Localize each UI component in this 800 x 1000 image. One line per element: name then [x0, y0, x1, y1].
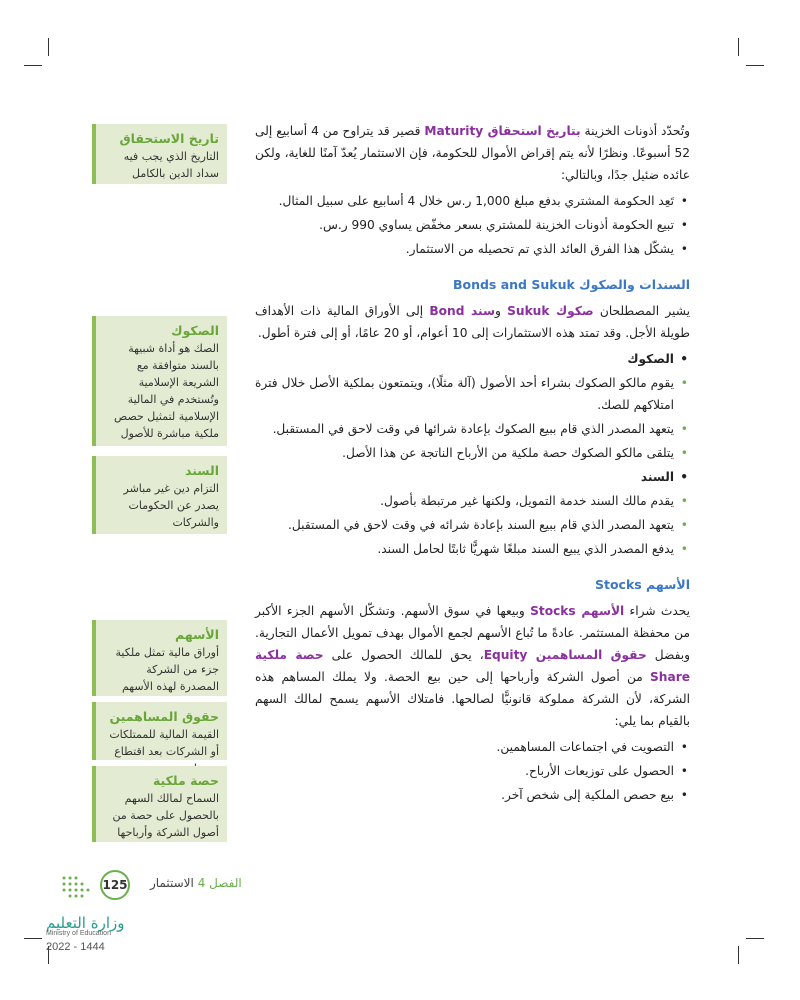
- glossary-definition: الصك هو أداة شبيهة بالسند متوافقة مع الشريعة الإسلامية وتُستخدم في المالية الإسلامية لتمثيل حصص ملكية مباشرة للأصول: [113, 342, 219, 440]
- glossary-term: حقوق المساهمين: [109, 709, 219, 724]
- glossary-definition: التزام دين غير مباشر يصدر عن الحكومات والشركات: [123, 482, 219, 529]
- glossary-definition: التاريخ الذي يجب فيه سداد الدين بالكامل: [123, 150, 219, 180]
- list-item: • يتلقى مالكو الصكوك حصة ملكية من الأرباح الناتجة عن هذا الأصل.: [255, 442, 674, 464]
- glossary-equity: [92, 702, 227, 760]
- glossary-term: تاريخ الاستحقاق: [119, 131, 219, 146]
- list-item: • يقدم مالك السند خدمة التمويل، ولكنها غير مرتبطة بأصول.: [255, 490, 674, 512]
- glossary-term: الأسهم: [175, 627, 219, 642]
- glossary-definition: أوراق مالية تمثل ملكية جزء من الشركة المصدرة لهذه الأسهم: [115, 646, 219, 693]
- crop-mark-top-left-h: [24, 65, 42, 66]
- chapter-label: [150, 876, 242, 890]
- chapter-number: الفصل 4: [197, 876, 242, 890]
- crop-mark-top-left-v: [48, 38, 49, 56]
- keyword-stocks: الأسهم Stocks: [530, 604, 625, 618]
- keyword-equity: حقوق المساهمين Equity: [483, 648, 647, 662]
- section-title-stocks: الأسهم Stocks: [594, 577, 690, 592]
- crop-mark-bottom-right-h: [746, 938, 764, 939]
- list-item: • تَعِد الحكومة المشتري بدفع مبلغ 1,000 ر.س خلال 4 أسابيع على سبيل المثال.: [255, 190, 674, 212]
- glossary-sukuk: [92, 316, 227, 446]
- list-item: • يتعهد المصدر الذي قام ببيع السند بإعادة شرائه في وقت لاحق في المستقبل.: [255, 514, 674, 536]
- list-item: • بيع حصص الملكية إلى شخص آخر.: [255, 784, 674, 806]
- glossary-term: السند: [184, 463, 219, 478]
- list-heading-sukuk: • الصكوك: [255, 348, 674, 370]
- main-content: [255, 120, 690, 810]
- ministry-name-ar: وزارة التعليم: [46, 914, 125, 932]
- intro-list: [255, 190, 690, 260]
- stocks-list: [255, 736, 690, 806]
- crop-mark-top-right-h: [746, 65, 764, 66]
- intro-paragraph: وتُحدّد أذونات الخزينة بتاريخ استحقاق Maturity قصير قد يتراوح من 4 أسابيع إلى 52 أسبوعًا. ونظرًا لأنه يتم إقراض الأموال للحكومة، فإن الاستثمار يُعدّ آمنًا للغاية، ولكن عائده ضئيل جدًا، وبالتالي:: [255, 124, 691, 182]
- glossary-term: حصة ملكية: [152, 773, 219, 788]
- ministry-name-en: Ministry of Education: [46, 930, 111, 937]
- stocks-paragraph: يحدث شراء الأسهم Stocks وبيعها في سوق الأسهم. وتشكّل الأسهم الجزء الأكبر من محفظة المستثمر. عادةً ما تُباع الأسهم لجمع الأموال بهدف تمويل الأعمال التجارية. وبفضل حقوق المساهمين Equity، يحق للمالك الحصول على حصة ملكية Share من أصول الشركة وأرباحها إلى حين بيع الحصة. ولا يملك المساهم هذه الشركة، لأن الشركة مملوكة قانونيًّا لصالحها. فامتلاك الأسهم يسمح لمالك السهم بالقيام بما يلي:: [255, 604, 691, 728]
- list-item: • يشكّل هذا الفرق العائد الذي تم تحصيله من الاستثمار.: [255, 238, 674, 260]
- crop-mark-top-right-v: [738, 38, 739, 56]
- glossary-definition: السماح لمالك السهم بالحصول على حصة من أصول الشركة وأرباحها: [112, 792, 219, 839]
- decorative-dots-icon: [60, 874, 100, 904]
- chapter-title: الاستثمار: [150, 876, 194, 890]
- crop-mark-bottom-left-h: [24, 938, 42, 939]
- list-item: • التصويت في اجتماعات المساهمين.: [255, 736, 674, 758]
- list-item: • يقوم مالكو الصكوك بشراء أحد الأصول (آلة مثلًا)، ويتمتعون بملكية الأصل خلال فترة امتلاكهم للصك.: [255, 372, 674, 416]
- glossary-bond: [92, 456, 227, 534]
- section-title-bonds: السندات والصكوك Bonds and Sukuk: [452, 277, 690, 292]
- list-item: • يتعهد المصدر الذي قام ببيع الصكوك بإعادة شرائها في وقت لاحق في المستقبل.: [255, 418, 674, 440]
- list-item: • تبيع الحكومة أذونات الخزينة للمشتري بسعر مخفّض يساوي 990 ر.س.: [255, 214, 674, 236]
- glossary-share: [92, 766, 227, 842]
- ministry-logo: [46, 914, 176, 953]
- bonds-list: [255, 348, 690, 560]
- keyword-maturity: بتاريخ استحقاق Maturity: [424, 124, 581, 138]
- keyword-sukuk: صكوك Sukuk: [507, 304, 594, 318]
- keyword-share: حصة ملكية Share: [255, 648, 690, 684]
- list-item: • يدفع المصدر الذي يبيع السند مبلغًا شهريًّا ثابتًا لحامل السند.: [255, 538, 674, 560]
- glossary-definition: القيمة المالية للممتلكات أو الشركات بعد اقتطاع: [109, 728, 219, 758]
- list-heading-bond: • السند: [255, 466, 674, 488]
- glossary-term: الصكوك: [171, 323, 219, 338]
- crop-mark-bottom-right-v: [738, 946, 739, 964]
- glossary-maturity: [92, 124, 227, 184]
- list-item: • الحصول على توزيعات الأرباح.: [255, 760, 674, 782]
- bonds-paragraph: يشير المصطلحان صكوك Sukuk وسند Bond إلى الأوراق المالية ذات الأهداف طويلة الأجل. وقد تمتد هذه الاستثمارات إلى 10 أعوام، أو 20 عامًا، أو إلى فترة أطول.: [255, 304, 690, 340]
- edition-year: 2022 - 1444: [46, 941, 105, 953]
- keyword-bond: سند Bond: [429, 304, 496, 318]
- page-number: 125: [100, 870, 130, 900]
- glossary-stocks: [92, 620, 227, 696]
